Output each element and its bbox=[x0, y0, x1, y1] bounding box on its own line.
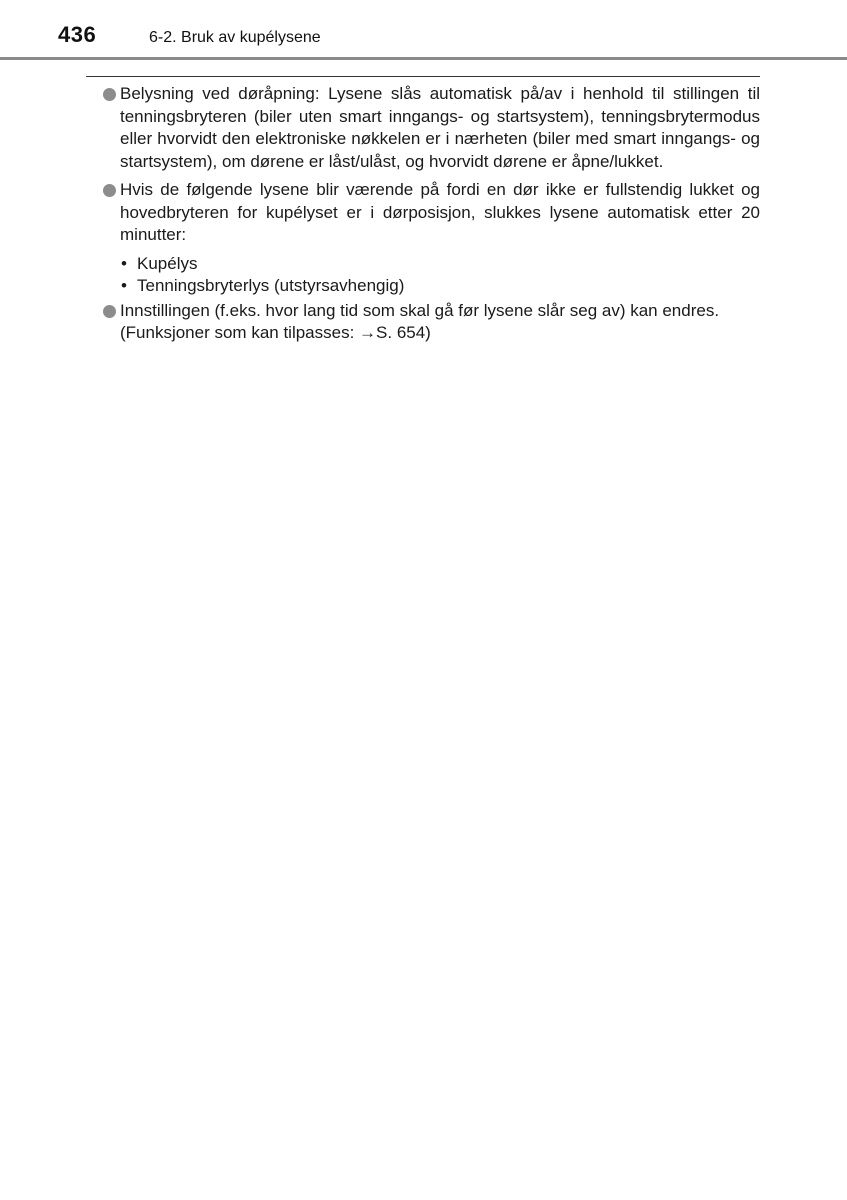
list-item bbox=[120, 253, 760, 276]
content-rule bbox=[86, 76, 760, 77]
note-text: Belysning ved døråpning: Lysene slås automatisk på/av i henhold til stillingen til tenningsbryteren (biler uten smart inngangs- og startsystem), tenningsbrytermodus eller hvorvidt den elektroniske nøkkelen er i nærheten (biler med smart inngangs- og startsystem), om dørene er låst/ulåst, og hvorvidt dørene er åpne/lukket. bbox=[120, 84, 760, 171]
page-number: 436 bbox=[58, 22, 97, 47]
note-text: Hvis de følgende lysene blir værende på fordi en dør ikke er fullstendig lukket og hovedbryteren for kupélyset er i dørposisjon, slukkes lysene automatisk etter 20 minutter: bbox=[120, 180, 760, 244]
filled-circle-icon bbox=[103, 88, 116, 101]
note-text: Innstillingen (f.eks. hvor lang tid som skal gå før lysene slår seg av) kan endres. bbox=[120, 300, 720, 320]
list-item-text: Kupélys bbox=[137, 253, 198, 273]
header-rule bbox=[0, 57, 847, 60]
list-item bbox=[120, 275, 760, 298]
section-title: 6-2. Bruk av kupélysene bbox=[149, 29, 321, 46]
note-item bbox=[103, 300, 760, 345]
bullet-glyph: • bbox=[121, 276, 127, 295]
page-reference: (Funksjoner som kan tilpasses: →S. 654) bbox=[120, 323, 431, 342]
list-item-text: Tenningsbryterlys (utstyrsavhengig) bbox=[137, 276, 405, 295]
notes-section bbox=[103, 83, 760, 345]
filled-circle-icon bbox=[103, 305, 116, 318]
note-item bbox=[103, 83, 760, 173]
note-item bbox=[103, 179, 760, 247]
filled-circle-icon bbox=[103, 184, 116, 197]
sub-list bbox=[103, 253, 760, 298]
bullet-glyph: • bbox=[121, 253, 127, 273]
